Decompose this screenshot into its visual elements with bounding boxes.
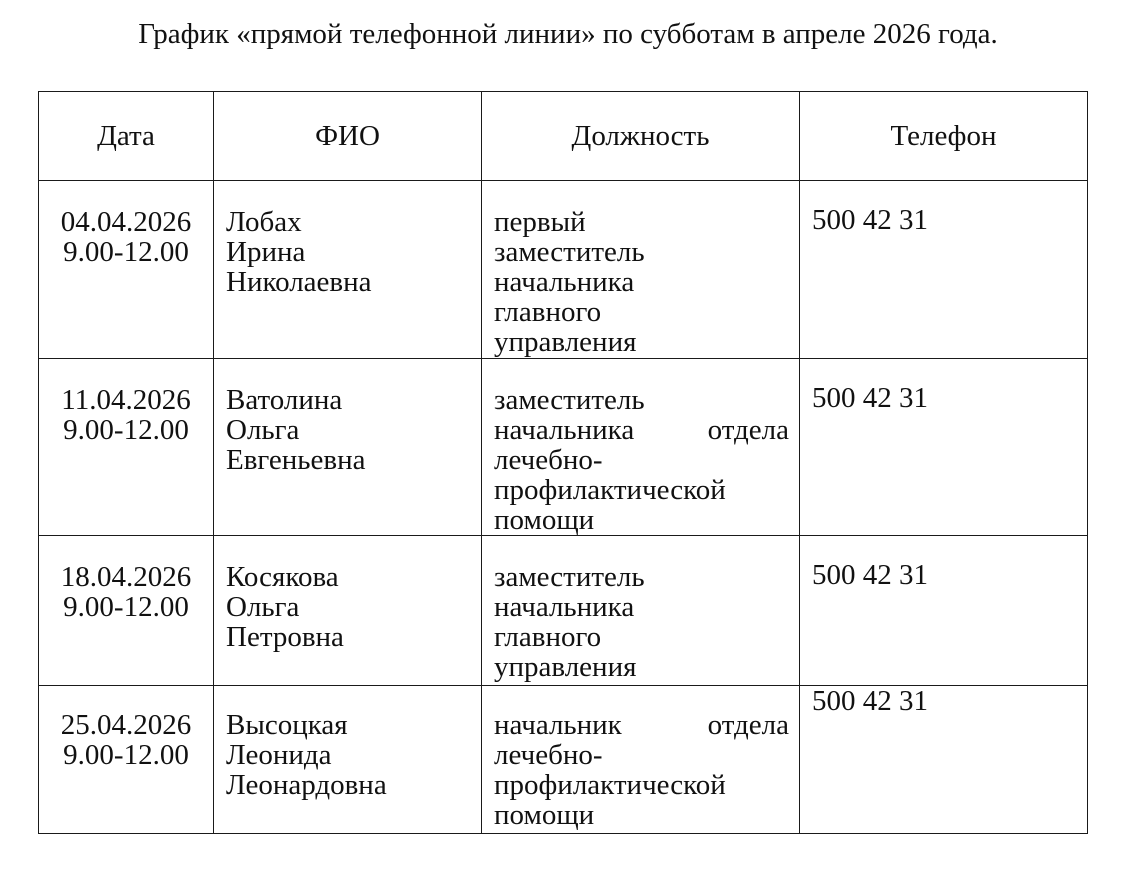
- surname-text: Лобах: [226, 206, 302, 238]
- date-text: 04.04.2026: [60, 206, 192, 238]
- date-cell: [39, 181, 214, 359]
- table-row: [39, 536, 1088, 686]
- position-line: [494, 415, 789, 445]
- position-line: лечебно-: [494, 739, 603, 771]
- date-cell: [39, 536, 214, 686]
- position-line: заместитель: [494, 561, 645, 593]
- phone-text: 500 42 31: [812, 559, 928, 591]
- table-row: [39, 359, 1088, 536]
- position-line: заместитель: [494, 236, 645, 268]
- position-line: начальника: [494, 266, 635, 298]
- document-title: График «прямой телефонной линии» по субботам в апреле 2026 года.: [138, 18, 998, 50]
- position-line: помощи: [494, 799, 595, 831]
- position-line: помощи: [494, 504, 595, 536]
- time-text: 9.00-12.00: [63, 591, 189, 623]
- position-cell: [482, 536, 800, 686]
- position-cell: [482, 686, 800, 834]
- surname-text: Ватолина: [226, 384, 343, 416]
- schedule-table: [38, 91, 1088, 834]
- time-text: 9.00-12.00: [63, 739, 189, 771]
- time-text: 9.00-12.00: [63, 236, 189, 268]
- date-cell: [39, 686, 214, 834]
- position-line: профилактической: [494, 474, 726, 506]
- first-name-text: Ирина: [226, 236, 306, 268]
- first-name-text: Леонида: [226, 739, 332, 771]
- phone-cell: [800, 181, 1088, 359]
- position-word: начальника: [494, 414, 635, 446]
- position-line: главного: [494, 621, 602, 653]
- position-cell: [482, 359, 800, 536]
- time-text: 9.00-12.00: [63, 414, 189, 446]
- position-line: лечебно-: [494, 444, 603, 476]
- date-text: 18.04.2026: [60, 561, 192, 593]
- table-row: [39, 686, 1088, 834]
- fio-cell: [214, 181, 482, 359]
- position-line: первый: [494, 206, 586, 238]
- header-date: Дата: [39, 92, 214, 181]
- header-position: Должность: [482, 92, 800, 181]
- position-word: начальник: [494, 709, 622, 741]
- position-line: профилактической: [494, 769, 726, 801]
- phone-cell: [800, 686, 1088, 834]
- first-name-text: Ольга: [226, 414, 300, 446]
- fio-cell: [214, 359, 482, 536]
- patronymic-text: Николаевна: [226, 266, 372, 298]
- surname-text: Косякова: [226, 561, 339, 593]
- position-line: заместитель: [494, 384, 645, 416]
- phone-text: 500 42 31: [812, 685, 928, 717]
- fio-cell: [214, 536, 482, 686]
- header-phone: Телефон: [800, 92, 1088, 181]
- patronymic-text: Евгеньевна: [226, 444, 366, 476]
- position-word: отдела: [707, 709, 789, 741]
- position-cell: [482, 181, 800, 359]
- table-header-row: [39, 92, 1088, 181]
- patronymic-text: Леонардовна: [226, 769, 387, 801]
- position-line: начальника: [494, 591, 635, 623]
- phone-cell: [800, 359, 1088, 536]
- date-text: 11.04.2026: [61, 384, 191, 416]
- patronymic-text: Петровна: [226, 621, 344, 653]
- position-line: [494, 710, 789, 740]
- phone-text: 500 42 31: [812, 382, 928, 414]
- phone-cell: [800, 536, 1088, 686]
- position-line: управления: [494, 651, 637, 683]
- first-name-text: Ольга: [226, 591, 300, 623]
- position-line: главного: [494, 296, 602, 328]
- table-row: [39, 181, 1088, 359]
- date-text: 25.04.2026: [60, 709, 192, 741]
- phone-text: 500 42 31: [812, 204, 928, 236]
- fio-cell: [214, 686, 482, 834]
- header-fio: ФИО: [214, 92, 482, 181]
- surname-text: Высоцкая: [226, 709, 348, 741]
- date-cell: [39, 359, 214, 536]
- position-line: управления: [494, 326, 637, 358]
- position-word: отдела: [707, 414, 789, 446]
